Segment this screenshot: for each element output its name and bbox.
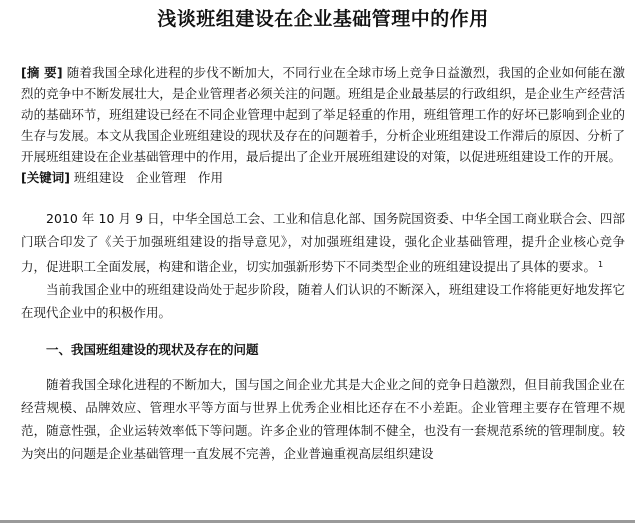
keyword-item: 作用 <box>197 170 223 185</box>
body-paragraph-3: 随着我国全球化进程的不断加大，国与国之间企业尤其是大企业之间的竞争日趋激烈，但目前我国企业在经营规模、品牌效应、管理水平等方面与世界上优秀企业相比还存在不小差距。企业管理主要存在管理不规范，随意性强，企业运转效率低下等问题。许多企业的管理体制不健全，也没有一套规范系统的管理制度。较为突出的问题是企业基础管理一直发展不完善，企业普遍重视高层组织建设 <box>21 377 625 461</box>
keyword-item: 企业管理 <box>135 170 186 185</box>
paragraph-1-text: 2010 年 10 月 9 日，中华全国总工会、工业和信息化部、国务院国资委、中华全国工商业联合会、四部门联合印发了《关于加强班组建设的指导意见》，对加强班组建设，强化企业基础管理，提升企业核心竞争力，促进职工全面发展，构建和谐企业，切实加强新形势下不同类型企业的班组建设提出了具体的要求。 <box>21 211 625 274</box>
abstract <box>21 62 625 167</box>
abstract-label: [摘 要] <box>21 65 63 80</box>
section-heading-1: 一、我国班组建设的现状及存在的问题 <box>46 342 259 357</box>
footnote-marker[interactable]: 1 <box>598 260 604 269</box>
paper-title: 浅谈班组建设在企业基础管理中的作用 <box>157 8 489 30</box>
keywords <box>21 167 625 188</box>
body-paragraph-1 <box>21 207 625 278</box>
keyword-item: 班组建设 <box>73 170 124 185</box>
abstract-text: 随着我国全球化进程的步伐不断加大，不同行业在全球市场上竞争日益激烈，我国的企业如何能在激烈的竞争中不断发展壮大，是企业管理者必须关注的问题。班组是企业最基层的行政组织，是企业生产经营活动的基础环节，班组建设已经在不同企业管理中起到了举足轻重的作用，班组管理工作的好坏已影响到企业的生存与发展。本文从我国企业班组建设的现状及存在的问题着手，分析企业班组建设工作滞后的原因、分析了开展班组建设在企业基础管理中的作用，最后提出了企业开展班组建设的对策，以促进班组建设工作的开展。 <box>21 65 625 164</box>
body-paragraph-2: 当前我国企业中的班组建设尚处于起步阶段，随着人们认识的不断深入，班组建设工作将能更好地发挥它在现代企业中的积极作用。 <box>21 282 625 320</box>
keywords-label: [关键词] <box>21 170 70 185</box>
